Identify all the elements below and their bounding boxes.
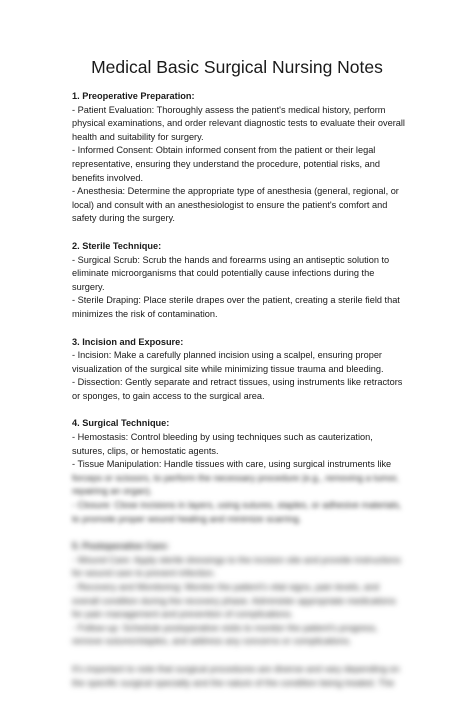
section-heading: 1. Preoperative Preparation: [72,91,195,101]
section-heading: 4. Surgical Technique: [72,418,170,429]
blurred-list-item: forceps or scissors, to perform the necessary procedure (e.g., removing a tumor, repairing an organ). [72,472,399,497]
list-item: - Recovery and Monitoring: Monitor the patient's vital signs, pain levels, and overall condition during the recovery phase. Administer appropriate medications for pain management and prevention of complications. [72,582,396,620]
section-incision-and-exposure [72,336,408,404]
list-item: - Anesthesia: Determine the appropriate type of anesthesia (general, regional, or local) and consult with an anesthesiologist to ensure the patient's comfort and safety during the surgery. [72,186,399,224]
document-title: Medical Basic Surgical Nursing Notes [91,57,383,77]
list-item: - Patient Evaluation: Thoroughly assess the patient's medical history, perform physical examinations, and order relevant diagnostic tests to evaluate their overall health and suitability for surgery. [72,104,405,142]
list-item: - Wound Care: Apply sterile dressings to the incision site and provide instructions for wound care to prevent infection. [72,554,401,579]
blurred-list-item: - Closure: Close incisions in layers, using sutures, staples, or adhesive materials, to promote proper wound healing and minimize scarring. [72,500,402,524]
section-surgical-technique [72,417,408,526]
section-sterile-technique [72,240,408,322]
section-preoperative-preparation [72,90,408,226]
list-item: - Dissection: Gently separate and retract tissues, using instruments like retractors or sponges, to gain access to the surgical area. [72,377,403,401]
section-heading: 2. Sterile Technique: [72,240,162,251]
list-item: - Informed Consent: Obtain informed consent from the patient or their legal representative, ensuring they understand the procedure, potential risks, and benefits involved. [72,145,380,183]
closing-text: It's important to note that surgical procedures are diverse and vary depending on the specific surgical specialty and the nature of the condition being treated. The [72,663,400,688]
section-heading: 5. Postoperative Care: [72,541,170,552]
list-item: - Incision: Make a carefully planned incision using a scalpel, ensuring proper visualization of the surgical site while minimizing tissue trauma and bleeding. [72,350,384,374]
list-item: - Hemostasis: Control bleeding by using techniques such as cauterization, sutures, clips, or hemostatic agents. [72,432,373,456]
document-body [72,90,408,704]
list-item: - Tissue Manipulation: Handle tissues with care, using surgical instruments like [72,459,392,470]
closing-paragraph [72,663,408,690]
list-item: - Surgical Scrub: Scrub the hands and forearms using an antiseptic solution to eliminate microorganisms that could potentially cause infections during the surgery. [72,254,390,292]
section-postoperative-care [72,540,408,649]
section-heading: 3. Incision and Exposure: [72,336,184,347]
list-item: - Follow-up: Schedule postoperative visits to monitor the patient's progress, remove sutures/staples, and address any concerns or complications. [72,622,378,647]
list-item: - Sterile Draping: Place sterile drapes over the patient, creating a sterile field that minimizes the risk of contamination. [72,295,400,319]
